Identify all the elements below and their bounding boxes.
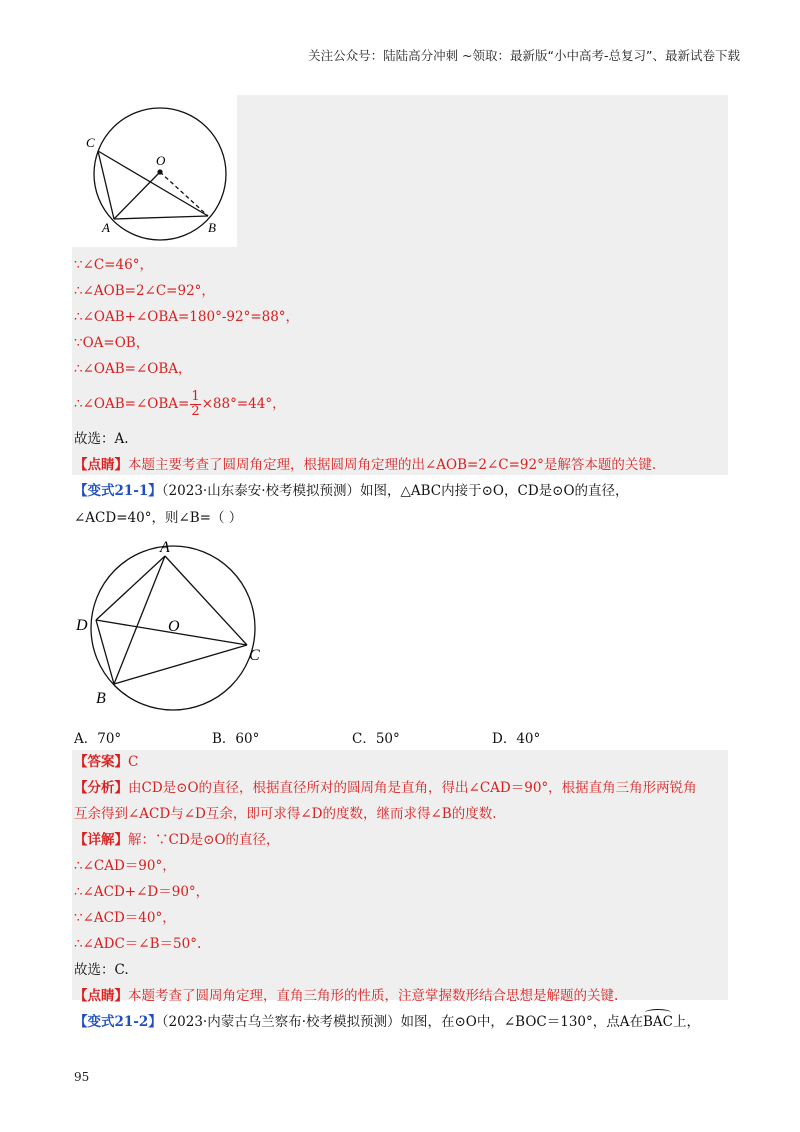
analysis-line: 【分析】由CD是⊙O的直径，根据直径所对的圆周角是直角，得出∠CAD＝90°，根据直角三角形两锐角: [74, 780, 697, 796]
variant-title: 【变式21-2】（2023·内蒙古乌兰察布·校考模拟预测）如图，在⊙O中，∠BOC＝130°，点A在BAC上，: [74, 1014, 701, 1030]
point-label: C: [249, 647, 260, 664]
detail-line: ∴∠ADC＝∠B＝50°.: [74, 936, 202, 952]
choose-line: 故选：A.: [74, 431, 129, 447]
point-label: B: [96, 690, 106, 707]
fraction: $\frac{1}{2}$: [191, 389, 200, 419]
choice-d[interactable]: D．40°: [492, 731, 541, 747]
choice-c[interactable]: C．50°: [352, 731, 400, 747]
page-number: 95: [74, 1070, 90, 1084]
detail-line: 【详解】解：∵CD是⊙O的直径，: [74, 832, 280, 848]
variant-question: ∠ACD=40°，则∠B=（ ）: [74, 510, 243, 526]
arc-label: BAC: [643, 1014, 674, 1030]
point-label: B: [208, 220, 216, 235]
point-label: A: [102, 220, 110, 235]
solution-line: ∵∠C=46°，: [74, 257, 153, 273]
point-label: O: [156, 153, 166, 168]
point-label: D: [76, 617, 88, 634]
analysis-line: 互余得到∠ACD与∠D互余，即可求得∠D的度数，继而求得∠B的度数.: [74, 806, 497, 822]
variant-title: 【变式21-1】（2023·山东泰安·校考模拟预测）如图，△ABC内接于⊙O，CD是⊙O的直径，: [74, 483, 629, 499]
comment-line: 【点睛】本题主要考查了圆周角定理，根据圆周角定理的出∠AOB=2∠C=92°是解答本题的关键.: [74, 457, 657, 473]
point-label: A: [160, 539, 170, 556]
detail-line: ∴∠CAD＝90°，: [74, 858, 176, 874]
point-label: C: [86, 135, 95, 150]
detail-line: ∵∠ACD＝40°，: [74, 910, 176, 926]
solution-line: ∴∠OAB=∠OBA= $\frac{1}{2}$ ×88°=44°，: [74, 389, 286, 419]
answer-line: 【答案】C: [74, 754, 139, 770]
comment-line: 【点睛】本题考查了圆周角定理，直角三角形的性质，注意掌握数形结合思想是解题的关键.: [74, 988, 619, 1004]
circle-figure-1: [72, 95, 237, 247]
choose-line: 故选：C.: [74, 962, 129, 978]
circle-figure-2: [72, 532, 272, 712]
choice-b[interactable]: B．60°: [212, 731, 260, 747]
solution-line: ∴∠OAB=∠OBA，: [74, 361, 192, 377]
detail-line: ∴∠ACD+∠D＝90°，: [74, 884, 210, 900]
solution-line: ∴∠AOB=2∠C=92°，: [74, 283, 215, 299]
point-label: O: [168, 618, 180, 635]
choice-a[interactable]: A．70°: [74, 731, 122, 747]
solution-line: ∵OA=OB，: [74, 335, 150, 351]
solution-line: ∴∠OAB+∠OBA=180°-92°=88°，: [74, 309, 300, 325]
page-header: 关注公众号：陆陆高分冲刺 ~领取：最新版“小中高考-总复习”、最新试卷下载: [308, 48, 740, 63]
